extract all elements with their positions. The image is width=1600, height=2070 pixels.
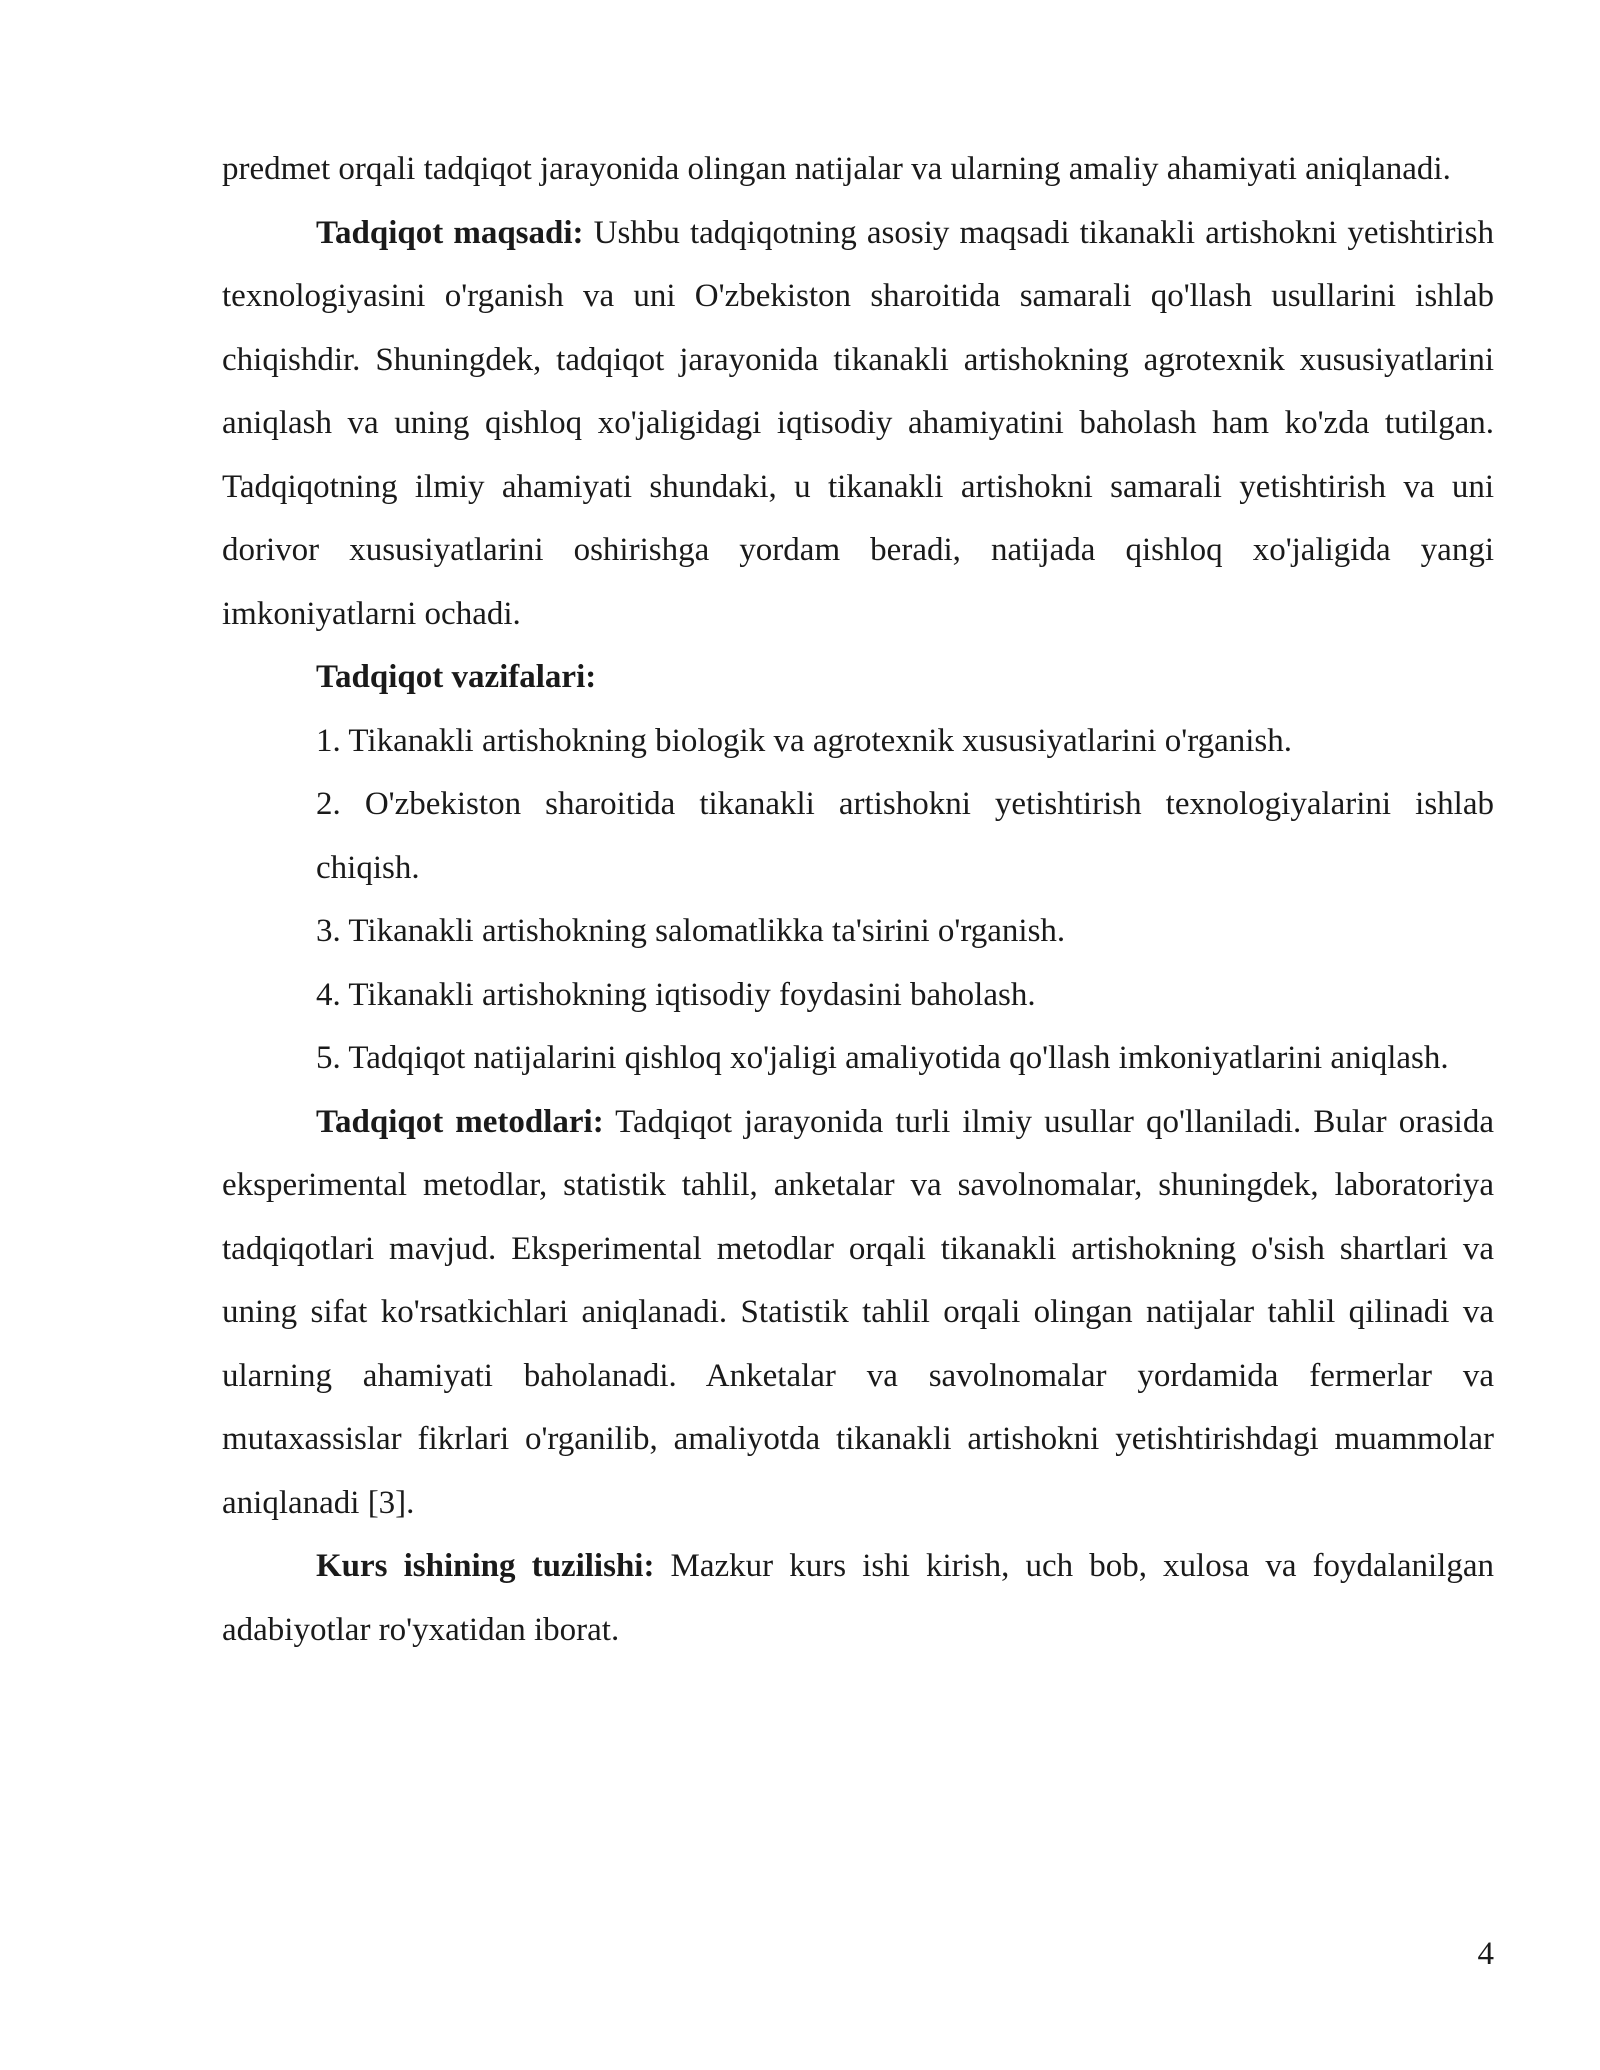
task-item-5: 5. Tadqiqot natijalarini qishloq xo'jaligi amaliyotida qo'llash imkoniyatlarini aniqlash.: [316, 1040, 1449, 1076]
structure-label: Kurs ishining tuzilishi:: [316, 1548, 655, 1584]
goal-paragraph: [222, 202, 1494, 647]
tasks-label: Tadqiqot vazifalari:: [316, 659, 597, 695]
methods-label: Tadqiqot metodlari:: [316, 1103, 604, 1140]
methods-text: Tadqiqot jarayonida turli ilmiy usullar qo'llaniladi. Bular orasida eksperimental metodlar, statistik tahlil, anketalar va savolnomalar, shuningdek, laboratoriya tadqiqotlari mavjud. Eksperimental metodlar orqali tikanakli artishokning o'sish shartlari va uning sifat ko'rsatkichlari aniqlanadi. Statistik tahlil orqali olingan natijalar tahlil qilinadi va ularning ahamiyati baholanadi. Anketalar va savolnomalar yordamida fermerlar va mutaxassislar fikrlari o'rganilib, amaliyotda tikanakli artishokni yetishtirishdagi muammolar aniqlanadi [3].: [222, 1103, 1494, 1521]
structure-text: Mazkur kurs ishi kirish, uch bob, xulosa va foydalanilgan adabiyotlar ro'yxatidan iborat.: [222, 1548, 1494, 1648]
task-item-4: 4. Tikanakli artishokning iqtisodiy foydasini baholash.: [316, 976, 1036, 1013]
intro-continuation: predmet orqali tadqiqot jarayonida olingan natijalar va ularning amaliy ahamiyati aniqlanadi.: [222, 151, 1451, 187]
goal-text: Ushbu tadqiqotning asosiy maqsadi tikanakli artishokni yetishtirish texnologiyasini o'rganish va uni O'zbekiston sharoitida samarali qo'llash usullarini ishlab chiqishdir. Shuningdek, tadqiqot jarayonida tikanakli artishokning agrotexnik xususiyatlarini aniqlash va uning qishloq xo'jaligidagi iqtisodiy ahamiyatini baholash ham ko'zda tutilgan. Tadqiqotning ilmiy ahamiyati shundaki, u tikanakli artishokni samarali yetishtirish va uni dorivor xususiyatlarini oshirishga yordam beradi, natijada qishloq xo'jaligida yangi imkoniyatlarni ochadi.: [222, 214, 1494, 632]
task-item-2: 2. O'zbekiston sharoitida tikanakli artishokni yetishtirish texnologiyalarini ishlab chiqish.: [316, 786, 1494, 886]
structure-paragraph: [222, 1535, 1494, 1662]
task-item-1: 1. Tikanakli artishokning biologik va agrotexnik xususiyatlarini o'rganish.: [316, 722, 1293, 759]
goal-label: Tadqiqot maqsadi:: [316, 214, 584, 251]
document-page: [222, 138, 1494, 1662]
methods-paragraph: [222, 1091, 1494, 1536]
tasks-heading: [222, 646, 1494, 710]
page-number: 4: [1477, 1936, 1494, 1972]
task-item-3: 3. Tikanakli artishokning salomatlikka ta'sirini o'rganish.: [316, 913, 1066, 949]
